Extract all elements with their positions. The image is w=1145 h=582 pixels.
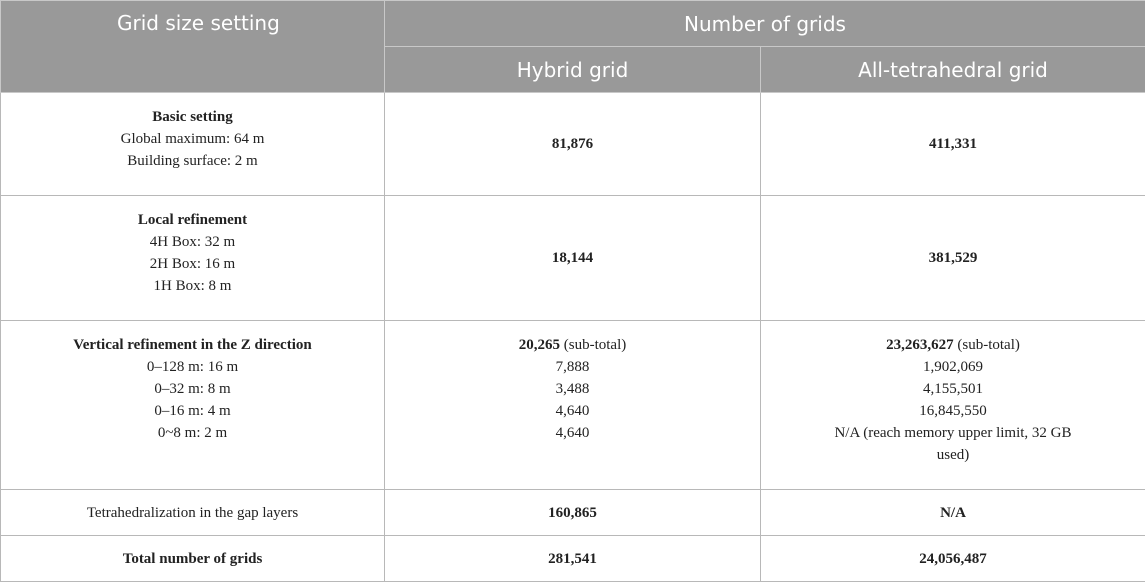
vertical-refinement-cell — [1, 321, 385, 490]
table-row-local-refinement — [1, 196, 1145, 321]
basic-setting-line: Global maximum: 64 m — [1, 128, 384, 150]
total-title: Total number of grids — [1, 536, 385, 582]
basic-hybrid-value: 81,876 — [385, 93, 761, 196]
vertical-hybrid-value: 7,888 — [385, 356, 760, 378]
tetrahedralization-hybrid-value: 160,865 — [385, 490, 761, 536]
subtotal-label: (sub-total) — [954, 337, 1020, 353]
basic-setting-cell — [1, 93, 385, 196]
vertical-tetra-value: 4,155,501 — [761, 378, 1145, 400]
vertical-tetra-value: 16,845,550 — [761, 400, 1145, 422]
vertical-hybrid-value: 4,640 — [385, 422, 760, 444]
vertical-tetra-subtotal — [761, 334, 1145, 356]
local-refinement-title: Local refinement — [1, 209, 384, 231]
vertical-refinement-title: Vertical refinement in the Z direction — [1, 334, 384, 356]
table-row-vertical-refinement — [1, 321, 1145, 490]
basic-setting-line: Building surface: 2 m — [1, 150, 384, 172]
header-row-1 — [1, 1, 1145, 47]
vertical-refinement-line: 0–128 m: 16 m — [1, 356, 384, 378]
subtotal-label: (sub-total) — [560, 337, 626, 353]
vertical-tetra-na-value: N/A (reach memory upper limit, 32 GB — [761, 422, 1145, 444]
vertical-refinement-line: 0~8 m: 2 m — [1, 422, 384, 444]
header-all-tetrahedral-grid: All-tetrahedral grid — [761, 47, 1145, 93]
total-tetra-value: 24,056,487 — [761, 536, 1145, 582]
vertical-tetra-subtotal-value: 23,263,627 — [886, 337, 954, 353]
local-hybrid-value: 18,144 — [385, 196, 761, 321]
local-refinement-line: 4H Box: 32 m — [1, 231, 384, 253]
local-refinement-line: 1H Box: 8 m — [1, 275, 384, 297]
total-hybrid-value: 281,541 — [385, 536, 761, 582]
vertical-hybrid-subtotal — [385, 334, 760, 356]
tetrahedralization-tetra-value: N/A — [761, 490, 1145, 536]
header-hybrid-grid: Hybrid grid — [385, 47, 761, 93]
table-row-basic-setting — [1, 93, 1145, 196]
header-grid-size-setting: Grid size setting — [1, 1, 385, 93]
table-row-total — [1, 536, 1145, 582]
vertical-refinement-line: 0–32 m: 8 m — [1, 378, 384, 400]
vertical-tetra-na-value-cont: used) — [761, 444, 1145, 466]
tetrahedralization-title: Tetrahedralization in the gap layers — [1, 490, 385, 536]
table-header — [1, 1, 1145, 93]
vertical-tetra-value: 1,902,069 — [761, 356, 1145, 378]
vertical-hybrid-value: 4,640 — [385, 400, 760, 422]
vertical-tetra-cell — [761, 321, 1145, 490]
vertical-hybrid-subtotal-value: 20,265 — [519, 337, 560, 353]
table-row-tetrahedralization — [1, 490, 1145, 536]
basic-setting-title: Basic setting — [1, 106, 384, 128]
vertical-refinement-line: 0–16 m: 4 m — [1, 400, 384, 422]
vertical-hybrid-value: 3,488 — [385, 378, 760, 400]
header-number-of-grids: Number of grids — [385, 1, 1145, 47]
local-refinement-cell — [1, 196, 385, 321]
basic-tetra-value: 411,331 — [761, 93, 1145, 196]
local-refinement-line: 2H Box: 16 m — [1, 253, 384, 275]
local-tetra-value: 381,529 — [761, 196, 1145, 321]
vertical-hybrid-cell — [385, 321, 761, 490]
